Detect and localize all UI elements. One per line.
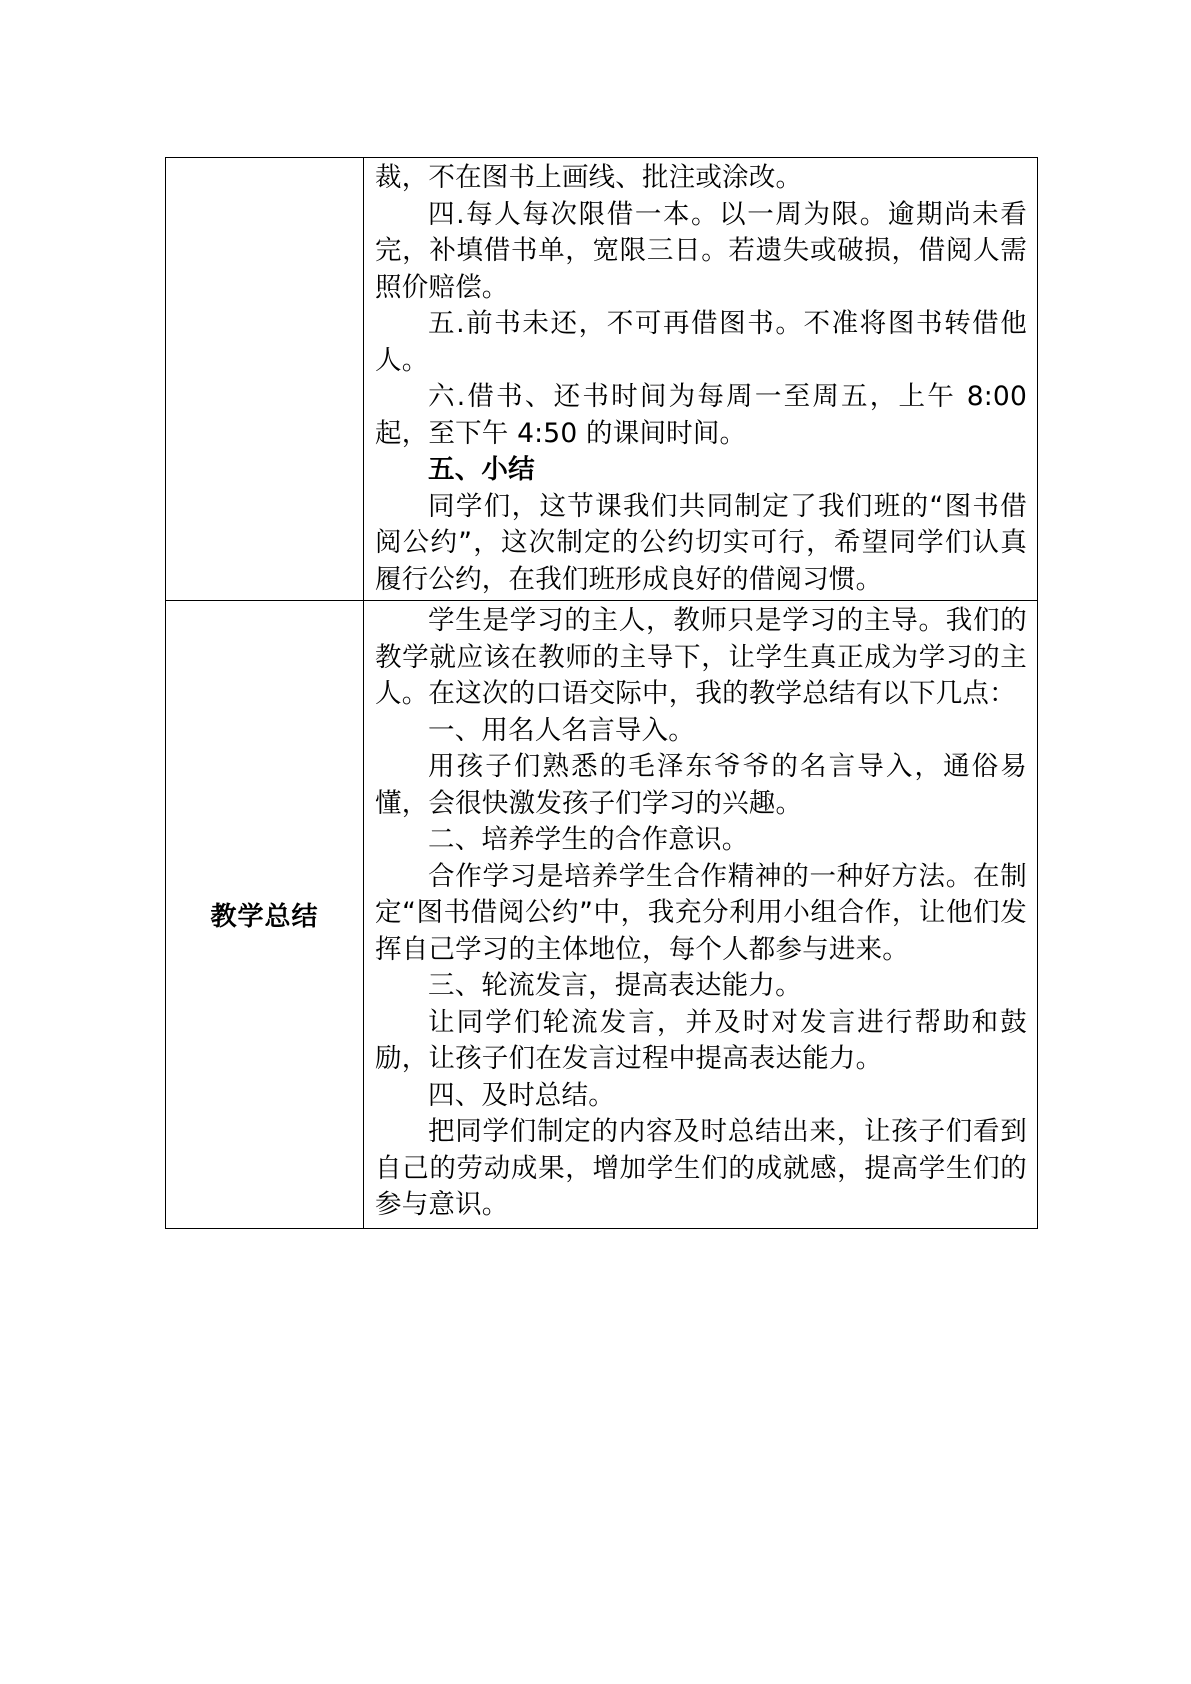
point-one-body: 用孩子们熟悉的毛泽东爷爷的名言导入，通俗易懂，会很快激发孩子们学习的兴趣。 (375, 751, 1027, 819)
teaching-summary-content-cell (364, 601, 1038, 1229)
table-row (166, 158, 1038, 601)
rule-four: 四.每人每次限借一本。以一周为限。逾期尚未看完，补填借书单，宽限三日。若遗失或破损，借阅人需照价赔偿。 (375, 198, 1027, 303)
point-one-heading: 一、用名人名言导入。 (428, 714, 695, 746)
lesson-plan-table (165, 157, 1038, 1229)
point-two-body: 合作学习是培养学生合作精神的一种好方法。在制定“图书借阅公约”中，我充分利用小组合作，让他们发挥自己学习的主体地位，每个人都参与进来。 (375, 860, 1027, 965)
point-four-body: 把同学们制定的内容及时总结出来，让孩子们看到自己的劳动成果，增加学生们的成就感，提高学生们的参与意识。 (375, 1116, 1027, 1220)
rule-five: 五.前书未还，不可再借图书。不准将图书转借他人。 (375, 308, 1027, 376)
point-two-heading: 二、培养学生的合作意识。 (428, 824, 749, 855)
row-label-empty (166, 158, 364, 601)
summary-intro: 学生是学习的主人，教师只是学习的主导。我们的教学就应该在教师的主导下，让学生真正成为学习的主人。在这次的口语交际中，我的教学总结有以下几点： (375, 605, 1027, 709)
table-row (166, 601, 1038, 1229)
process-content-cell (364, 158, 1038, 601)
rule-continuation: 裁，不在图书上画线、批注或涂改。 (375, 162, 803, 193)
section-heading-summary: 五、小结 (428, 454, 535, 485)
teaching-summary-label: 教学总结 (166, 601, 364, 1229)
point-four-heading: 四、及时总结。 (428, 1079, 615, 1111)
rule-six: 六.借书、还书时间为每周一至周五，上午 8:00 起，至下午 4:50 的课间时间。 (375, 381, 1027, 449)
point-three-heading: 三、轮流发言，提高表达能力。 (428, 970, 802, 1001)
point-three-body: 让同学们轮流发言，并及时对发言进行帮助和鼓励，让孩子们在发言过程中提高表达能力。 (375, 1006, 1027, 1074)
summary-paragraph: 同学们，这节课我们共同制定了我们班的“图书借阅公约”，这次制定的公约切实可行，希望同学们认真履行公约，在我们班形成良好的借阅习惯。 (375, 490, 1027, 595)
